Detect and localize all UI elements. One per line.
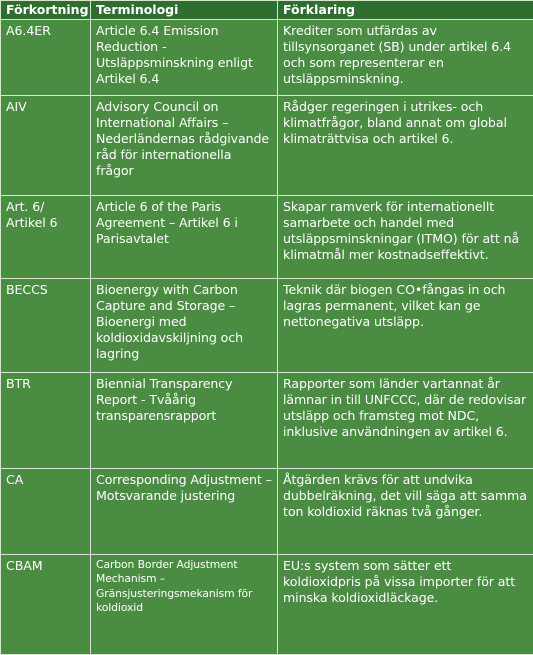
terminology-cell: Carbon Border Adjustment Mechanism – Gränsjusteringsmekanism för koldioxid (91, 555, 278, 655)
explanation-cell: Krediter som utfärdas av tillsynsorganet (SB) under artikel 6.4 och som representerar en utsläppsminskning. (278, 20, 533, 96)
table-row (1, 469, 533, 555)
table-row (1, 279, 533, 373)
abbreviation-cell: BTR (1, 373, 91, 469)
terminology-cell: Advisory Council on International Affairs – Nederländernas rådgivande råd för internationella frågor (91, 96, 278, 196)
abbreviation-cell: Art. 6/ Artikel 6 (1, 196, 91, 279)
explanation-cell: Skapar ramverk för internationellt samarbete och handel med utsläppsminskningar (ITMO) för att nå klimatmål mer kostnadseffektivt. (278, 196, 533, 279)
terminology-cell: Corresponding Adjustment – Motsvarande justering (91, 469, 278, 555)
explanation-cell: Rådger regeringen i utrikes- och klimatfrågor, bland annat om global klimaträttvisa och artikel 6. (278, 96, 533, 196)
terminology-cell: Article 6.4 Emission Reduction - Utsläppsminskning enligt Artikel 6.4 (91, 20, 278, 96)
abbreviation-cell: BECCS (1, 279, 91, 373)
explanation-cell: Åtgärden krävs för att undvika dubbelräkning, det vill säga att samma ton koldioxid räknas två gånger. (278, 469, 533, 555)
abbreviation-cell: CA (1, 469, 91, 555)
table-row (1, 373, 533, 469)
header-terminology: Terminologi (91, 1, 278, 20)
explanation-cell: Teknik där biogen CO•fångas in och lagras permanent, vilket kan ge nettonegativa utsläpp. (278, 279, 533, 373)
table-row (1, 20, 533, 96)
header-row (1, 1, 533, 20)
header-abbreviation: Förkortning (1, 1, 91, 20)
explanation-cell: EU:s system som sätter ett koldioxidpris på vissa importer för att minska koldioxidläckage. (278, 555, 533, 655)
abbreviation-cell: AIV (1, 96, 91, 196)
table-row (1, 555, 533, 655)
explanation-cell: Rapporter som länder vartannat år lämnar in till UNFCCC, där de redovisar utsläpp och framsteg mot NDC, inklusive användningen av artikel 6. (278, 373, 533, 469)
abbreviation-cell: CBAM (1, 555, 91, 655)
table-row (1, 96, 533, 196)
header-explanation: Förklaring (278, 1, 533, 20)
table-row (1, 196, 533, 279)
terminology-cell: Article 6 of the Paris Agreement – Artikel 6 i Parisavtalet (91, 196, 278, 279)
terminology-cell: Bioenergy with Carbon Capture and Storage – Bioenergi med koldioxidavskiljning och lagring (91, 279, 278, 373)
abbreviation-cell: A6.4ER (1, 20, 91, 96)
terminology-cell: Biennial Transparency Report - Tvåårig transparensrapport (91, 373, 278, 469)
